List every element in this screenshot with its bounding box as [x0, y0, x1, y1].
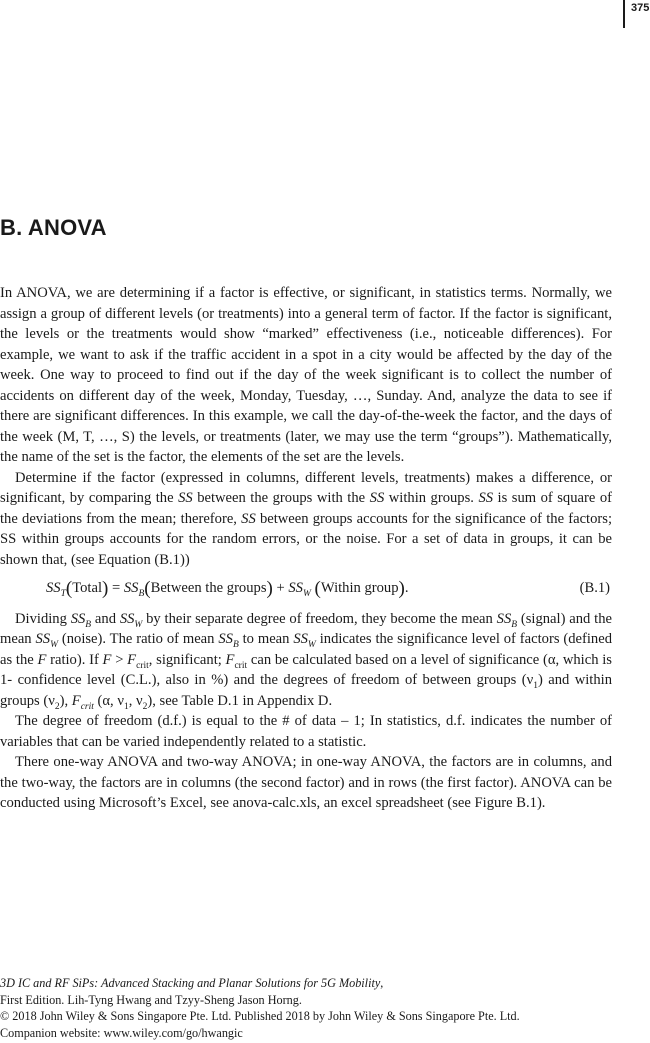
paragraph-degree-of-freedom: The degree of freedom (d.f.) is equal to the # of data – 1; In statistics, d.f. indicates the number of variables that can be varied independently related to a statistic. — [0, 713, 612, 750]
equation-label: (B.1) — [579, 580, 610, 596]
footer-website: Companion website: www.wiley.com/go/hwangic — [0, 1025, 243, 1040]
chapter-title: B. ANOVA — [0, 215, 107, 240]
equation-body: $SS_T(Total)$ = $SS_B(Between$ the groups) + $SS_W$ (Within group). — [46, 578, 409, 599]
footer-book-title: 3D IC and RF SiPs: Advanced Stacking and Planar Solutions for 5G Mobility, — [0, 976, 384, 990]
paragraph-intro: In ANOVA, we are determining if a factor is effective, or significant, in statistics terms. Normally, we assign a group of different levels (or treatments) into a general term of factor. If the factor is significant, the levels or the treatments would show “marked” effectiveness (i.e., noticeable differences). For example, we want to ask if the traffic accident in a spot in a city would be affected by the day of the week. One way to proceed to find out if the day of the week significant is to collect the number of accidents on different day of the week, Monday, Tuesday, …, Sunday. And, analyze the data to see if there are significant differences. In this example, we call the day-of-the-week the factor, and the days of the week (M, T, …, S) the levels, or treatments (later, we may use the term “groups”). Mathematically, the name of the set is the factor, the elements of the set are the levels. — [0, 285, 612, 465]
page-number-rule — [623, 0, 625, 28]
footer-copyright: © 2018 John Wiley & Sons Singapore Pte. Ltd. Published 2018 by John Wiley & Sons Singapore Pte. Ltd. — [0, 1009, 520, 1023]
paragraph-dividing: Dividing $SS_B$ and $SS_W$ by their separate degree of freedom, they become the mean $SS_B$ (signal) and the mean $SS_W$ (noise). The ratio of mean $SS_B$ to mean $SS_W$ indicates the significance level of factors (defined as the F ratio). If $F > F_{crit}$, significant; $F_{crit}$ can be calculated based on a level of significance (α, which is 1- confidence level (C.L.), also in %) and the degrees of freedom of between groups $(\nu_1)$ and within groups $(\nu_2)$, $F_{crit}$ (α, $\nu_1$, $\nu_2$), see Table D.1 in Appendix D. — [0, 610, 612, 712]
footer-edition-authors: First Edition. Lih-Tyng Hwang and Tzyy-Sheng Jason Horng. — [0, 992, 302, 1007]
book-footer — [0, 975, 640, 1041]
paragraph-determine: Determine if the factor (expressed in columns, different levels, treatments) makes a difference, or significant, by comparing the SS between the groups with the SS within groups. SS is sum of square of the deviations from the mean; therefore, SS between groups accounts for the significance of the factors; SS within groups accounts for the random errors, or the noise. For a set of data in groups, it can be shown that, (see Equation (B.1)) — [0, 469, 612, 568]
page-number: 375 — [631, 2, 650, 14]
body-text — [0, 283, 612, 814]
paragraph-one-way-two-way: There one-way ANOVA and two-way ANOVA; in one-way ANOVA, the factors are in columns, and the two-way, the factors are in columns (the second factor) and in rows (the first factor). ANOVA can be conducted using Microsoft’s Excel, see anova-calc.xls, an excel spreadsheet (see Figure B.1). — [0, 754, 612, 811]
equation-b1 — [0, 578, 612, 599]
